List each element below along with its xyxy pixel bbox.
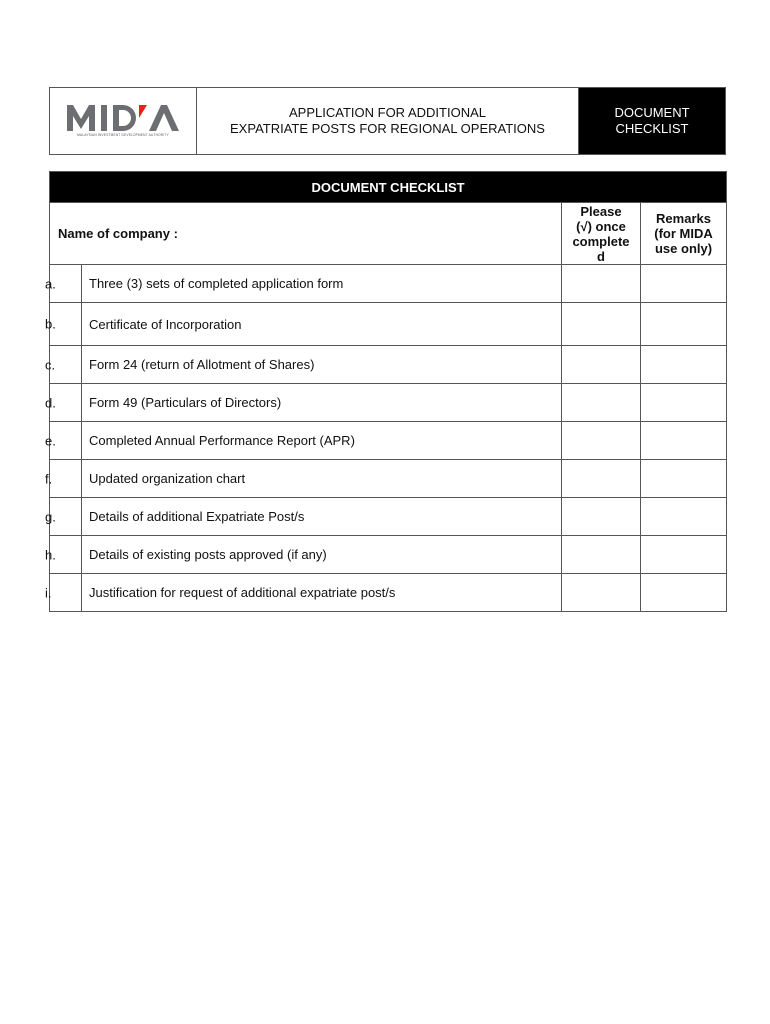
item-text: Completed Annual Performance Report (APR): [82, 422, 562, 460]
checklist-row: [50, 384, 727, 422]
check-cell[interactable]: [562, 574, 641, 612]
remarks-cell[interactable]: [641, 574, 727, 612]
checklist-row: [50, 574, 727, 612]
form-header: [49, 87, 726, 155]
item-letter: [45, 422, 82, 460]
item-text: Certificate of Incorporation: [82, 303, 562, 346]
form-title-line1: APPLICATION FOR ADDITIONAL: [289, 105, 486, 120]
item-letter-text: h.: [45, 547, 56, 562]
item-letter-text: a.: [45, 276, 56, 291]
item-letter: [45, 346, 82, 384]
remarks-cell[interactable]: [641, 422, 727, 460]
section-title: DOCUMENT CHECKLIST: [50, 172, 727, 203]
checklist-row: [50, 460, 727, 498]
document-checklist-label: [579, 88, 725, 154]
col-check-line2: (√) once: [576, 218, 626, 234]
item-letter: [45, 498, 82, 536]
col-remarks-line1: Remarks: [656, 211, 711, 226]
mida-logo-mark: [67, 105, 179, 131]
check-cell[interactable]: [562, 265, 641, 303]
company-name-field[interactable]: [50, 203, 562, 265]
remarks-cell[interactable]: [641, 498, 727, 536]
remarks-cell[interactable]: [641, 346, 727, 384]
checklist-row: [50, 346, 727, 384]
remarks-cell[interactable]: [641, 303, 727, 346]
check-cell[interactable]: [562, 460, 641, 498]
checklist-row: [50, 422, 727, 460]
form-title-line2: EXPATRIATE POSTS FOR REGIONAL OPERATIONS: [230, 121, 545, 136]
doc-label-line1: DOCUMENT: [614, 105, 690, 120]
item-text: Details of existing posts approved (if any): [82, 536, 562, 574]
item-text: Three (3) sets of completed application form: [82, 265, 562, 303]
check-cell[interactable]: [562, 346, 641, 384]
item-text: Form 49 (Particulars of Directors): [82, 384, 562, 422]
checklist-row: [50, 498, 727, 536]
item-letter-text: e.: [45, 433, 56, 448]
check-cell[interactable]: [562, 498, 641, 536]
section-header-row: [50, 172, 727, 203]
item-text: Form 24 (return of Allotment of Shares): [82, 346, 562, 384]
mida-logo: [50, 88, 197, 154]
mida-logo-icon: [67, 105, 179, 131]
col-header-check: [562, 203, 641, 265]
item-text: Updated organization chart: [82, 460, 562, 498]
company-name-label: Name of company :: [58, 226, 178, 241]
item-letter-text: g.: [45, 509, 56, 524]
item-letter: [45, 303, 82, 346]
column-header-row: [50, 203, 727, 265]
remarks-cell[interactable]: [641, 384, 727, 422]
check-cell[interactable]: [562, 422, 641, 460]
item-letter: [45, 460, 82, 498]
document-checklist-table: [45, 171, 727, 612]
item-letter-text: c.: [45, 357, 56, 372]
doc-label-line2: CHECKLIST: [615, 121, 689, 136]
col-check-line3: complete: [572, 233, 630, 249]
checklist-row: [50, 265, 727, 303]
col-check-line1: Please: [580, 203, 622, 219]
item-text: Details of additional Expatriate Post/s: [82, 498, 562, 536]
checklist-row: [50, 536, 727, 574]
remarks-cell[interactable]: [641, 265, 727, 303]
item-letter: [45, 384, 82, 422]
check-cell[interactable]: [562, 536, 641, 574]
item-text: Justification for request of additional expatriate post/s: [82, 574, 562, 612]
item-letter: [45, 536, 82, 574]
col-remarks-line2: (for MIDA: [654, 226, 713, 241]
item-letter-text: b.: [45, 316, 56, 332]
check-cell[interactable]: [562, 303, 641, 346]
remarks-cell[interactable]: [641, 536, 727, 574]
mida-logo-subtext: MALAYSIAN INVESTMENT DEVELOPMENT AUTHORITY: [77, 133, 169, 137]
remarks-cell[interactable]: [641, 460, 727, 498]
col-header-remarks: [641, 203, 727, 265]
item-letter-text: d.: [45, 395, 56, 410]
form-title: [197, 88, 579, 154]
item-letter-text: f.: [45, 471, 53, 486]
col-remarks-line3: use only): [654, 241, 713, 256]
item-letter: [45, 265, 82, 303]
item-letter-text: i.: [45, 585, 52, 600]
col-check-line4: d: [597, 248, 605, 264]
check-cell[interactable]: [562, 384, 641, 422]
checklist-row: [50, 303, 727, 346]
item-letter: [45, 574, 82, 612]
